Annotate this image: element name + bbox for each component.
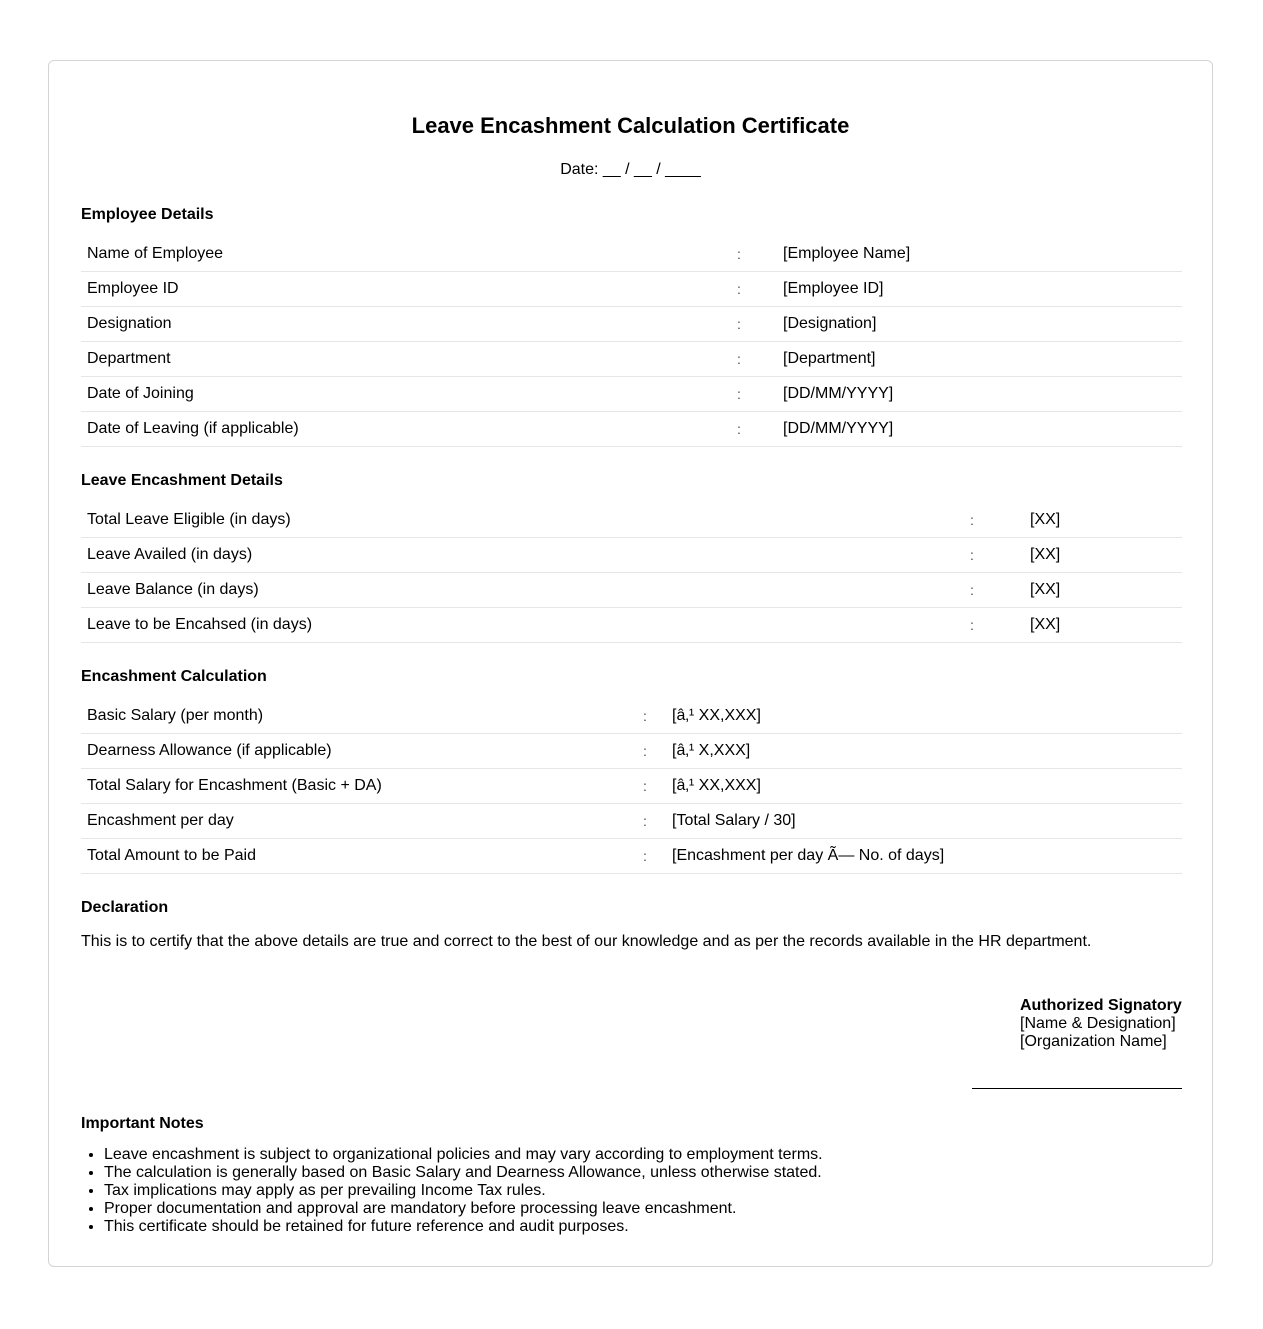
leave-details-table [81,503,1182,643]
row-label: Department [81,342,731,377]
employee-details-heading: Employee Details [81,206,214,223]
table-row [81,307,1182,342]
row-separator: : [731,237,777,272]
row-separator: : [637,734,666,769]
table-row [81,839,1182,874]
row-label: Name of Employee [81,237,731,272]
table-row [81,538,1182,573]
row-value: [Designation] [777,307,1182,342]
employee-details-table [81,237,1182,447]
row-label: Total Salary for Encashment (Basic + DA) [81,769,637,804]
row-separator: : [637,699,666,734]
table-row [81,699,1182,734]
list-item: • Leave encashment is subject to organizational policies and may vary according to employment terms. [104,1146,823,1164]
row-separator: : [731,272,777,307]
page-title: Leave Encashment Calculation Certificate [411,113,850,138]
row-value: [Department] [777,342,1182,377]
row-label: Total Amount to be Paid [81,839,637,874]
list-item: • This certificate should be retained for future reference and audit purposes. [104,1218,823,1236]
row-value: [XX] [1024,608,1182,643]
calculation-heading: Encashment Calculation [81,668,267,685]
notes-list [81,1146,823,1236]
notes-heading: Important Notes [81,1115,204,1132]
table-row [81,237,1182,272]
signatory-organization: [Organization Name] [1020,1033,1167,1050]
row-label: Designation [81,307,731,342]
declaration-heading: Declaration [81,899,169,916]
row-value: [XX] [1024,573,1182,608]
signature-line [972,1088,1182,1089]
list-item: • The calculation is generally based on Basic Salary and Dearness Allowance, unless otherwise stated. [104,1164,823,1182]
row-separator: : [964,503,1024,538]
row-label: Total Leave Eligible (in days) [81,503,964,538]
row-label: Basic Salary (per month) [81,699,637,734]
row-value: [â‚¹ XX,XXX] [666,769,1182,804]
row-value: [â‚¹ X,XXX] [666,734,1182,769]
leave-details-heading: Leave Encashment Details [81,472,283,489]
table-row [81,734,1182,769]
table-row [81,377,1182,412]
row-value: [XX] [1024,503,1182,538]
row-label: Employee ID [81,272,731,307]
row-separator: : [964,538,1024,573]
calculation-table [81,699,1182,874]
row-separator: : [731,307,777,342]
declaration-text: This is to certify that the above details are true and correct to the best of our knowledge and as per the records available in the HR department. [81,933,1092,950]
table-row [81,272,1182,307]
table-row [81,503,1182,538]
table-row [81,608,1182,643]
row-value: [DD/MM/YYYY] [777,412,1182,447]
row-separator: : [731,412,777,447]
row-value: [Employee Name] [777,237,1182,272]
table-row [81,769,1182,804]
row-separator: : [731,342,777,377]
date-line: Date: __ / __ / ____ [560,161,701,178]
row-value: [Employee ID] [777,272,1182,307]
row-separator: : [637,839,666,874]
row-value: [XX] [1024,538,1182,573]
row-separator: : [731,377,777,412]
row-separator: : [637,769,666,804]
signatory-block [1020,997,1182,1051]
row-label: Dearness Allowance (if applicable) [81,734,637,769]
list-item: • Tax implications may apply as per prevailing Income Tax rules. [104,1182,823,1200]
row-value: [Total Salary / 30] [666,804,1182,839]
list-item: • Proper documentation and approval are mandatory before processing leave encashment. [104,1200,823,1218]
row-label: Date of Joining [81,377,731,412]
row-label: Encashment per day [81,804,637,839]
certificate-page [48,60,1213,1267]
table-row [81,342,1182,377]
row-separator: : [637,804,666,839]
row-label: Leave Balance (in days) [81,573,964,608]
signatory-name-designation: [Name & Designation] [1020,1015,1176,1032]
table-row [81,412,1182,447]
row-value: [Encashment per day Ã— No. of days] [666,839,1182,874]
row-separator: : [964,608,1024,643]
row-label: Leave Availed (in days) [81,538,964,573]
signatory-title: Authorized Signatory [1020,997,1182,1014]
table-row [81,804,1182,839]
row-label: Date of Leaving (if applicable) [81,412,731,447]
row-value: [â‚¹ XX,XXX] [666,699,1182,734]
row-separator: : [964,573,1024,608]
table-row [81,573,1182,608]
row-value: [DD/MM/YYYY] [777,377,1182,412]
row-label: Leave to be Encahsed (in days) [81,608,964,643]
